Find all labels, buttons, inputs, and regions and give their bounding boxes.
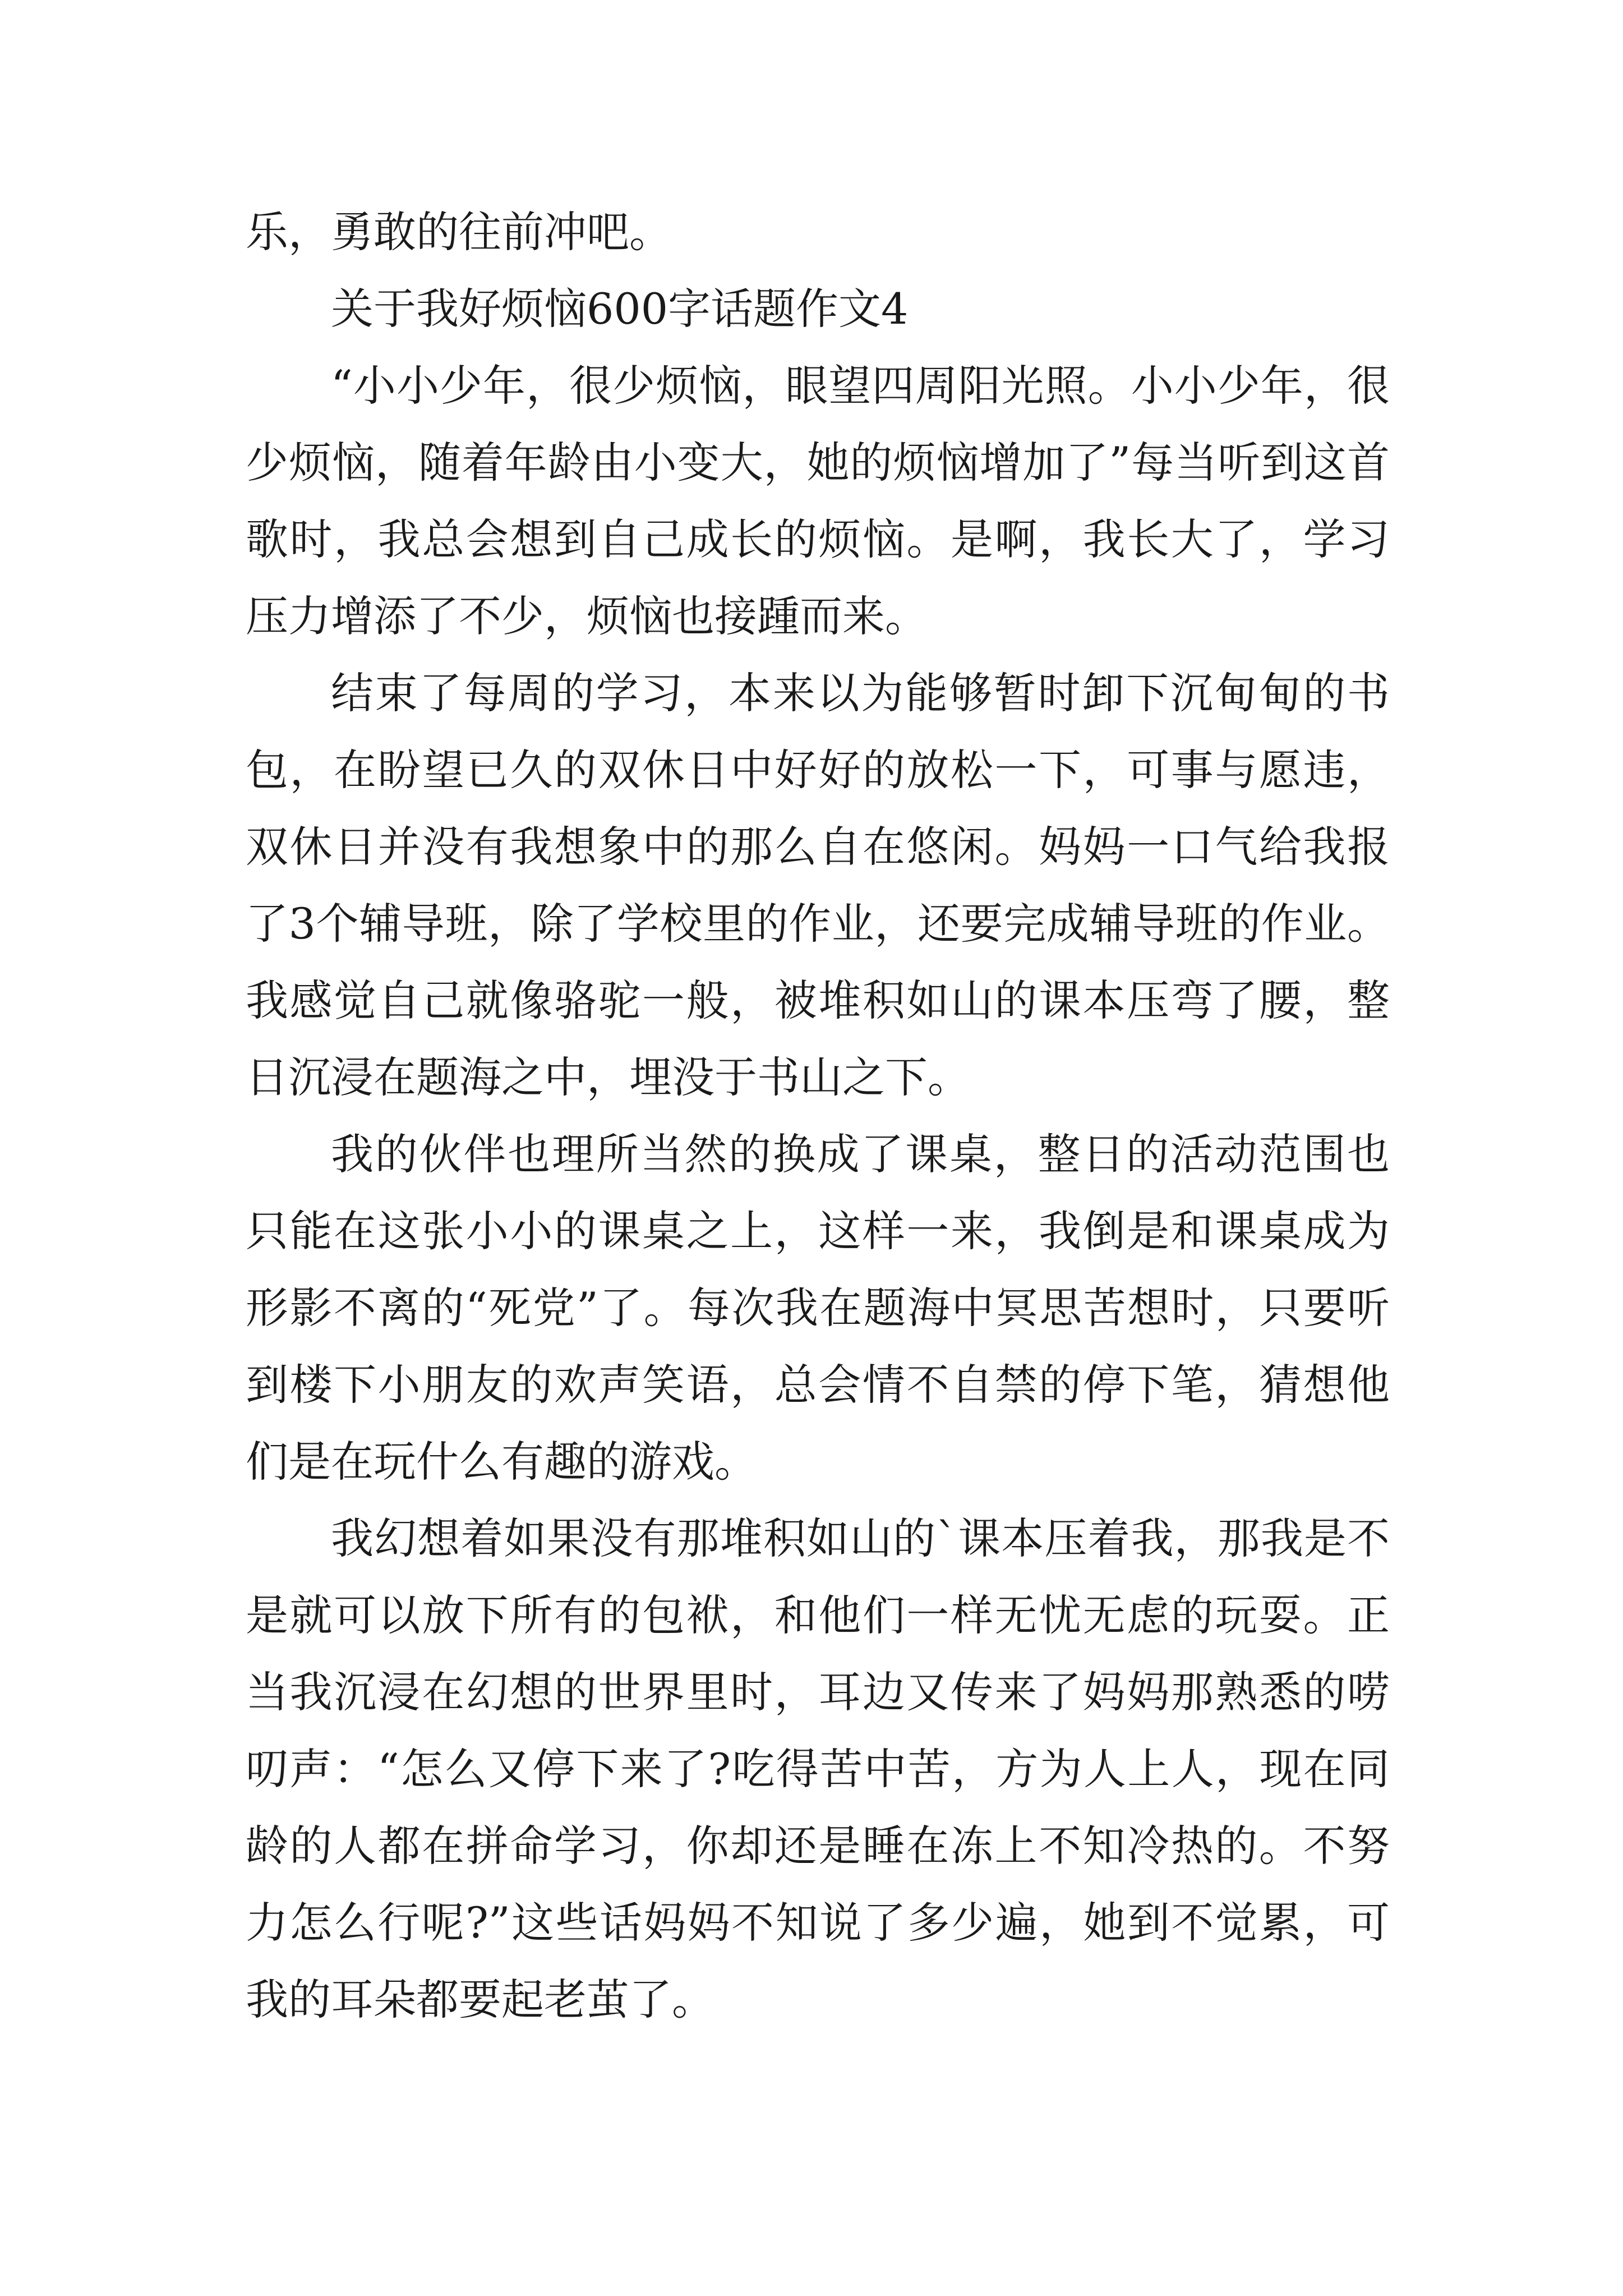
essay-heading: 关于我好烦恼600字话题作文4 [331, 284, 909, 334]
paragraph-3: 我的伙伴也理所当然的换成了课桌，整日的活动范围也只能在这张小小的课桌之上，这样一来，我倒是和课桌成为形影不离的“死党”了。每次我在题海中冥思苦想时，只要听到楼下小朋友的欢声笑语，总会情不自禁的停下笔，猜想他们是在玩什么有趣的游戏。 [246, 1129, 1390, 1487]
paragraph-4: 我幻想着如果没有那堆积如山的`课本压着我，那我是不是就可以放下所有的包袱，和他们一样无忧无虑的玩耍。正当我沉浸在幻想的世界里时，耳边又传来了妈妈那熟悉的唠叨声：“怎么又停下来了?吃得苦中苦，方为人上人，现在同龄的人都在拼命学习，你却还是睡在冻上不知冷热的。不努力怎么行呢?”这些话妈妈不知说了多少遍，她到不觉累，可我的耳朵都要起老茧了。 [246, 1513, 1390, 2024]
paragraph-2: 结束了每周的学习，本来以为能够暂时卸下沉甸甸的书包，在盼望已久的双休日中好好的放松一下，可事与愿违，双休日并没有我想象中的那么自在悠闲。妈妈一口气给我报了3个辅导班，除了学校里的作业，还要完成辅导班的作业。我感觉自己就像骆驼一般，被堆积如山的课本压弯了腰，整日沉浸在题海之中，埋没于书山之下。 [246, 668, 1390, 1102]
document-body [246, 194, 1390, 2038]
continuation-paragraph: 乐，勇敢的往前冲吧。 [246, 207, 672, 257]
paragraph-1: “小小少年，很少烦恼，眼望四周阳光照。小小少年，很少烦恼，随着年龄由小变大，她的烦恼增加了”每当听到这首歌时，我总会想到自己成长的烦恼。是啊，我长大了，学习压力增添了不少，烦恼也接踵而来。 [246, 361, 1390, 641]
